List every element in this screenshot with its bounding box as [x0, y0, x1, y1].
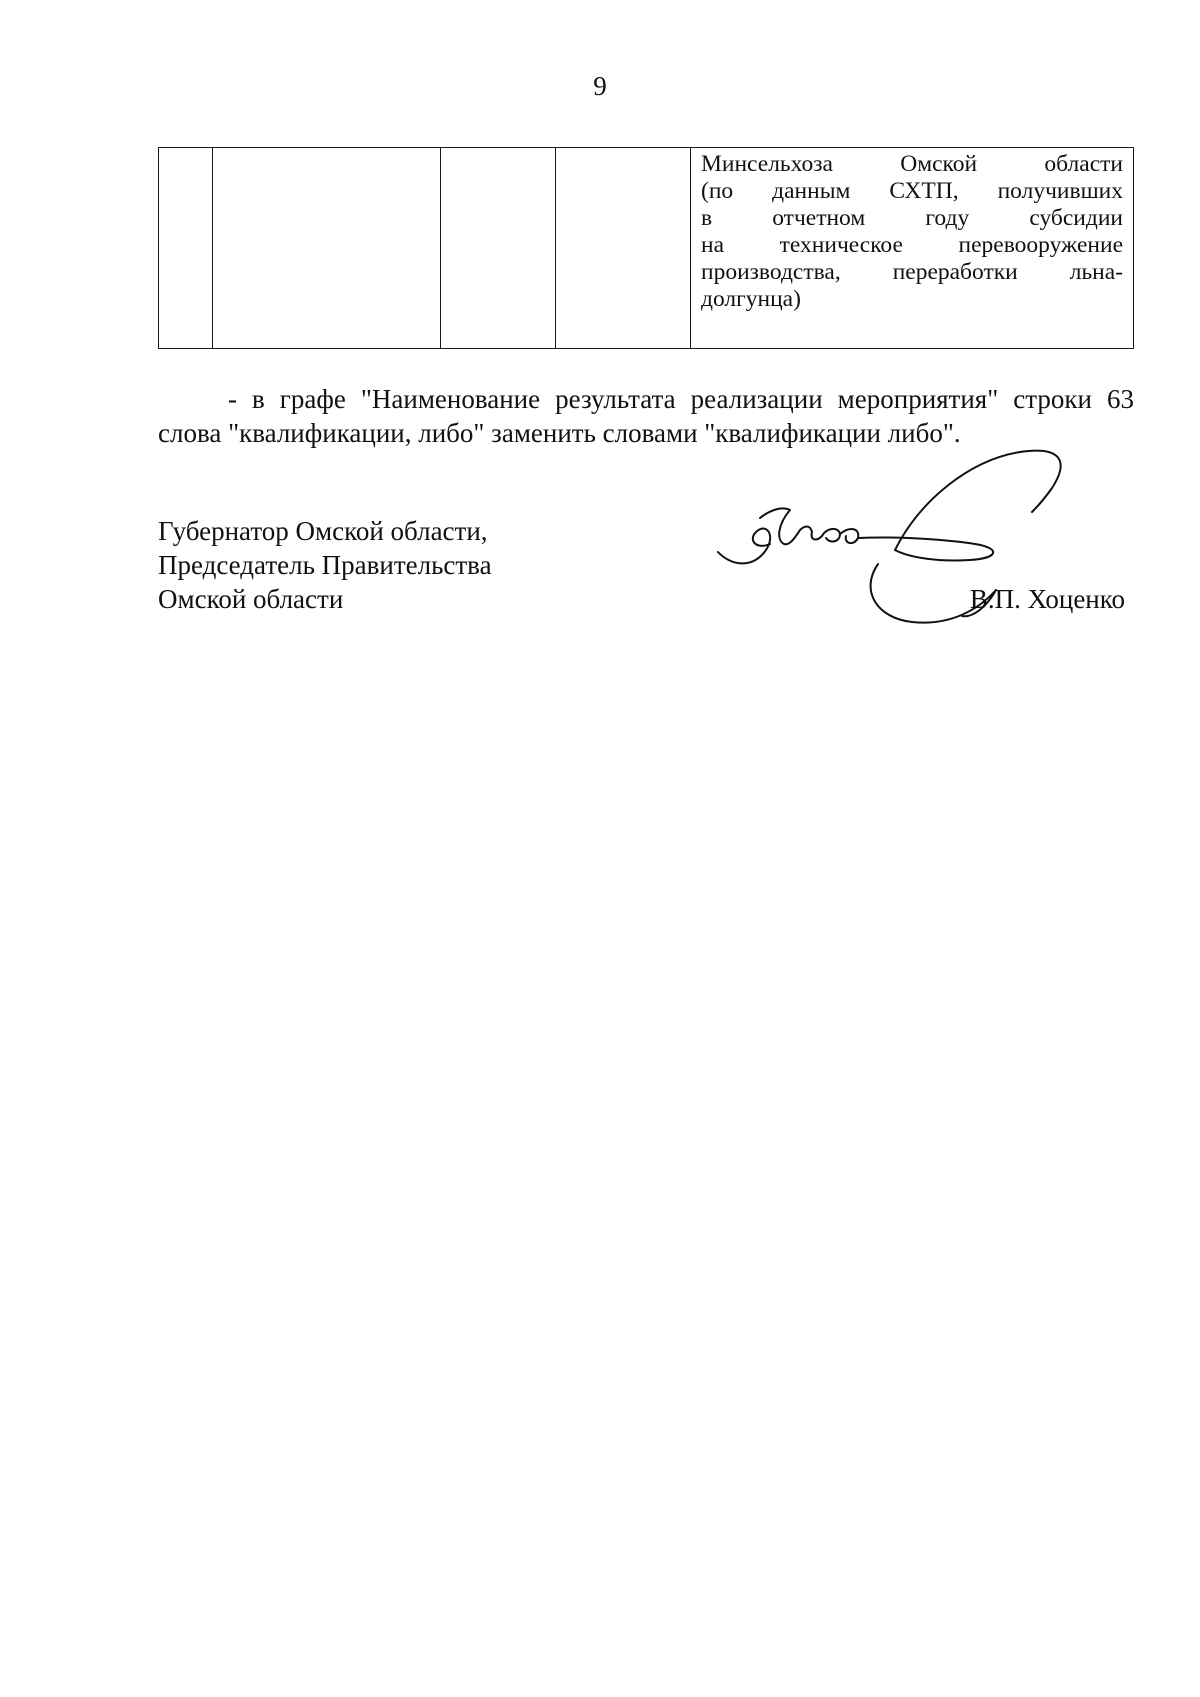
table-cell-number — [159, 148, 213, 349]
position-line: Омской области — [158, 584, 344, 614]
table-cell-name — [213, 148, 441, 349]
amendment-line: слова "квалификации, либо" заменить словами "квалификации либо". — [158, 418, 961, 448]
table-row — [159, 148, 1134, 349]
source-line: долгунца) — [701, 286, 801, 312]
amendment-line: - в графе "Наименование результата реализации мероприятия" строки 63 — [228, 384, 1134, 414]
signatory-name: В.П. Хоценко — [969, 584, 1125, 614]
source-line: в отчетном году субсидии — [701, 205, 1123, 231]
position-line: Председатель Правительства — [158, 550, 492, 580]
source-line: (по данным СХТП, получивших — [701, 178, 1123, 204]
page-number: 9 — [593, 71, 607, 101]
table-cell-value — [556, 148, 691, 349]
amendment-paragraph — [158, 382, 1134, 450]
source-line: Минсельхоза Омской области — [701, 151, 1123, 177]
position-line: Губернатор Омской области, — [158, 516, 488, 546]
signatory-position — [158, 514, 492, 616]
continuation-table — [158, 147, 1134, 349]
source-description — [691, 148, 1133, 313]
source-line: на техническое перевооружение — [701, 232, 1123, 258]
source-line: производства, переработки льна- — [701, 259, 1123, 285]
table-cell-unit — [441, 148, 556, 349]
table-cell-source — [691, 148, 1134, 349]
